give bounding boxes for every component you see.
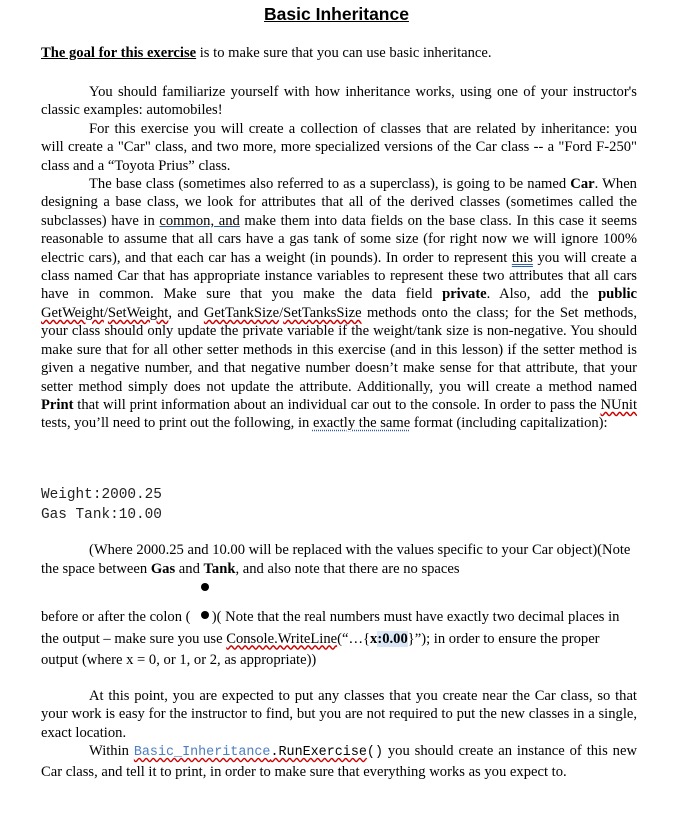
intro-paragraph: You should familiarize yourself with how inheritance works, using one of your instructor's classic examples: automobiles! [41,84,637,119]
base-class-paragraph: The base class (sometimes also referred to as a superclass), is going to be named Car. When designing a base class, we look for attributes that all of the derived classes (sometimes called the subclasses) have in common, and make them into data fields on the base class. In this case it seems reasonable to assume that all cars have a gas tank of some size (for right now we will ignore 100% electric cars), and that each car has a weight (in pounds). In order to represent this you will create a class named Car that has appropriate instance variables to represent these two attributes that all cars have in common. Make sure that you make the data field private. Also, add the public GetWeight/SetWeight, and GetTankSize/SetTanksSize methods onto the class; for the Set methods, your class should only update the private variable if the weight/tank size is non-negative. You should make sure that for all other setter methods in this exercise (and in this lesson) if the setter method is given a negative number, and that negative number doesn’t make sense for that attribute, that your setter method simply does not update the attribute. Additionally, you will create a method named Print that will print information about an individual car out to the console. In order to pass the NUnit tests, you’ll need to print out the following, in exactly the same format (including capitalization): [41,176,637,432]
exactly-same-phrase: exactly the same [312,415,411,432]
document-title: Basic Inheritance [264,4,409,24]
gas-term: Gas [150,561,176,577]
code-output-line-1: Weight:2000.25 [41,487,162,503]
get-weight-term: GetWeight [41,304,104,321]
main-body [41,83,637,433]
colon-paragraph: before or after the colon ( )( Note that the real numbers must have exactly two decimal places in the output – make sure you use Console.WriteLine(“…{x:0.00}”); in order to ensure the proper output (where x = 0, or 1, or 2, as appropriate)) [41,609,620,668]
common-phrase: common, and [159,212,240,229]
final-section [41,687,637,781]
run-exercise-paragraph: Within Basic_Inheritance.RunExercise() you should create an instance of this new Car class, and tell it to print, in order to make sure that everything works as you expect to. [41,743,637,780]
format-x: x [370,630,378,647]
nunit-term: NUnit [600,396,637,413]
run-exercise-term: .RunExercise [270,745,367,761]
this-word: this [511,249,533,266]
location-paragraph: At this point, you are expected to put any classes that you create near the Car class, so that your work is easy for the instructor to find, but you are not required to put the new classes in a single, exact location. [41,688,637,741]
print-term: Print [41,396,74,413]
goal-paragraph [41,44,637,62]
exercise-paragraph: For this exercise you will create a collection of classes that are related by inheritance: you will create a "Car" class, and two more, more specialized versions of the Car class -- a "Ford F-250" class and a “Toyota Prius” class. [41,120,637,174]
where-paragraph: (Where 2000.25 and 10.00 will be replaced with the values specific to your Car object)(Note the space between Gas and Tank, and also note that there are no spaces [41,542,631,577]
set-tanks-size-term: SetTanksSize [283,304,362,321]
console-writeline-term: Console.WriteLine [226,630,338,647]
public-term: public [598,286,637,303]
code-output-line-2: Gas Tank:10.00 [41,507,162,523]
get-tank-size-term: GetTankSize [203,304,280,321]
private-term: private [442,286,487,303]
namespace-term: Basic_Inheritance [133,745,271,761]
car-term: Car [570,176,595,193]
goal-text: is to make sure that you can use basic inheritance. [196,45,492,61]
tank-term: Tank [203,561,236,577]
format-spec: :0.00 [377,630,408,647]
goal-label: The goal for this exercise [41,45,197,61]
run-exercise-parens: () [366,745,383,761]
set-weight-term: SetWeight [107,304,169,321]
